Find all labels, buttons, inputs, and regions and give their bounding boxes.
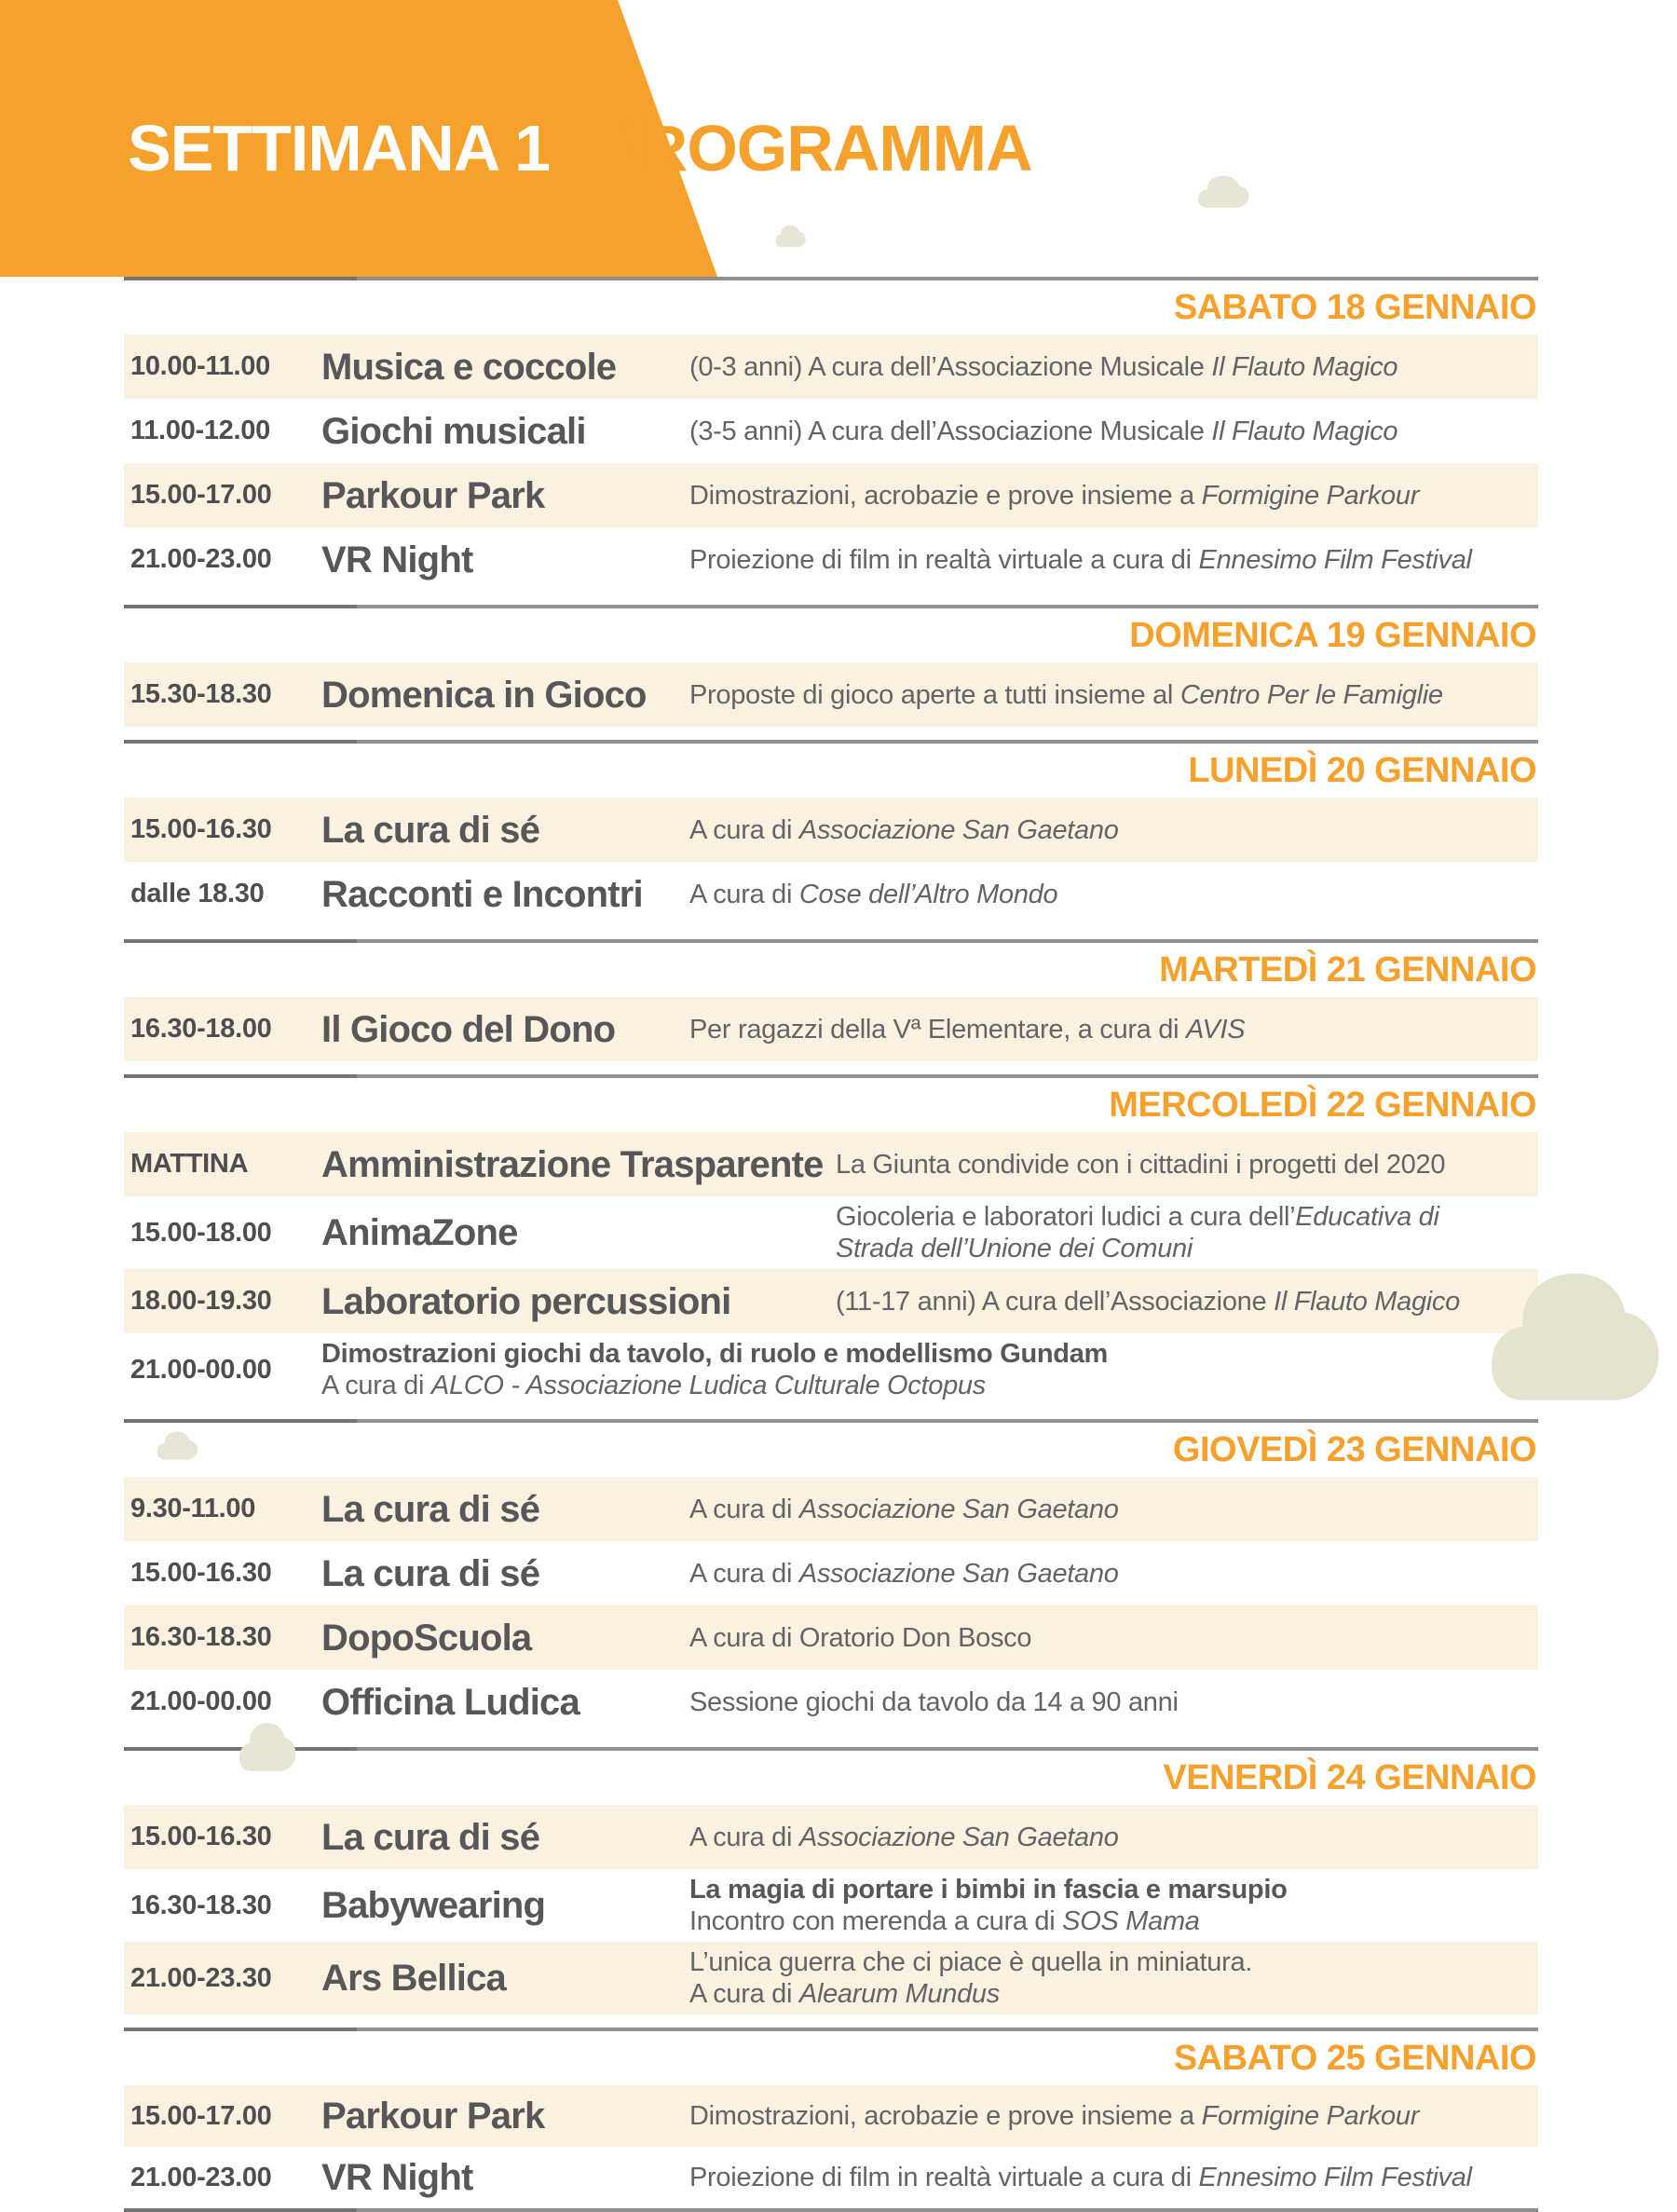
description-segment: Associazione San Gaetano <box>798 814 1119 845</box>
description-segment: Ennesimo Film Festival <box>1198 544 1472 575</box>
description-segment: Incontro con merenda a cura di <box>689 1906 1063 1936</box>
description-segment: (3-5 anni) A cura dell’Associazione Musicale <box>689 416 1212 446</box>
event-time: 15.00-18.00 <box>130 1217 272 1248</box>
event-title: AnimaZone <box>321 1212 518 1253</box>
event-description <box>836 1286 1538 1318</box>
day-section <box>124 1419 1538 1734</box>
event-description <box>689 1014 1538 1045</box>
event-description <box>836 1201 1538 1264</box>
event-description <box>689 480 1538 512</box>
day-section <box>124 740 1538 926</box>
event-title: Racconti e Incontri <box>321 873 643 915</box>
description-segment: Giocoleria e laboratori ludici a cura dell’ <box>836 1202 1296 1232</box>
event-description <box>689 814 1538 846</box>
day-header: LUNEDÌ 20 GENNAIO <box>1188 751 1536 790</box>
event-description <box>836 1149 1538 1181</box>
event-time: 16.30-18.00 <box>130 1014 272 1044</box>
description-segment: Ennesimo Film Festival <box>1198 2163 1472 2192</box>
event-time: 16.30-18.30 <box>130 1622 272 1652</box>
description-segment: SOS Mama <box>1062 1906 1200 1936</box>
event-title: VR Night <box>321 2157 473 2198</box>
day-section <box>124 1747 1538 2014</box>
event-time: 11.00-12.00 <box>130 416 270 445</box>
schedule-row <box>124 1869 1538 1942</box>
description-segment: Educativa di <box>1295 1202 1439 1232</box>
description-segment: A cura di <box>689 1979 799 2009</box>
event-title: La cura di sé <box>321 809 540 851</box>
cloud-icon <box>157 1429 199 1462</box>
event-time: 21.00-00.00 <box>130 1354 272 1385</box>
event-title: Amministrazione Trasparente <box>321 1143 824 1185</box>
event-time: 15.00-17.00 <box>130 480 272 510</box>
cloud-icon <box>1489 1263 1666 1411</box>
description-segment: La magia di portare i bimbi in fascia e marsupio <box>689 1875 1288 1905</box>
description-segment: Dimostrazioni, acrobazie e prove insieme a <box>689 480 1202 511</box>
event-time: MATTINA <box>130 1149 249 1179</box>
event-title: Laboratorio percussioni <box>321 1280 731 1322</box>
description-segment: Strada dell’Unione dei Comuni <box>836 1234 1193 1263</box>
day-section <box>124 2028 1538 2208</box>
event-title: Babywearing <box>321 1885 546 1926</box>
event-title: Officina Ludica <box>321 1681 579 1723</box>
description-segment: A cura di <box>689 1822 799 1852</box>
description-segment: Centro Per le Famiglie <box>1179 679 1443 710</box>
description-segment: Proposte di gioco aperte a tutti insieme al <box>689 679 1180 710</box>
schedule-table <box>124 277 1538 2212</box>
description-segment: (11-17 anni) A cura dell’Associazione <box>836 1286 1275 1317</box>
description-segment: A cura di <box>689 1558 799 1589</box>
event-description <box>689 2100 1538 2132</box>
description-segment: L’unica guerra che ci piace è quella in miniatura. <box>689 1947 1253 1977</box>
event-description <box>689 1946 1538 2010</box>
description-segment: (0-3 anni) A cura dell’Associazione Musicale <box>689 351 1212 382</box>
schedule-row <box>124 997 1538 1061</box>
event-description <box>689 351 1538 383</box>
event-description <box>321 1338 1538 1401</box>
event-title: La cura di sé <box>321 1552 540 1594</box>
schedule-row <box>124 1333 1538 1406</box>
schedule-row <box>124 2085 1538 2147</box>
event-description <box>689 1622 1538 1654</box>
cloud-icon <box>239 1719 298 1775</box>
event-title: Ars Bellica <box>321 1958 506 1999</box>
event-time: 21.00-23.00 <box>130 2162 272 2192</box>
day-section <box>124 1074 1538 1406</box>
description-segment: Dimostrazioni, acrobazie e prove insieme a <box>689 2101 1202 2131</box>
event-title: Parkour Park <box>321 474 545 516</box>
event-time: 15.00-16.30 <box>130 1822 272 1851</box>
description-segment: A cura di <box>689 1494 799 1524</box>
day-header: MERCOLEDÌ 22 GENNAIO <box>1109 1086 1536 1125</box>
event-time: 10.00-11.00 <box>130 351 270 381</box>
event-time: 9.30-11.00 <box>130 1494 256 1523</box>
description-segment: A cura di <box>321 1371 431 1400</box>
description-segment: Alearum Mundus <box>798 1979 1000 2009</box>
schedule-row <box>124 2147 1538 2208</box>
event-description <box>689 544 1538 576</box>
event-title: Giochi musicali <box>321 410 586 452</box>
schedule-row <box>124 662 1538 727</box>
schedule-row <box>124 1269 1538 1333</box>
page-title <box>128 114 1032 183</box>
event-description <box>689 1494 1538 1525</box>
schedule-row <box>124 862 1538 926</box>
day-header: GIOVEDÌ 23 GENNAIO <box>1172 1430 1536 1469</box>
event-time: 21.00-23.00 <box>130 544 272 574</box>
description-segment: Sessione giochi da tavolo da 14 a 90 anni <box>689 1686 1179 1717</box>
event-description <box>689 2162 1538 2193</box>
day-section <box>124 605 1538 727</box>
schedule-row <box>124 798 1538 862</box>
schedule-row <box>124 1541 1538 1605</box>
cloud-icon <box>1197 173 1251 211</box>
schedule-row <box>124 527 1538 592</box>
event-description <box>689 1874 1538 1937</box>
schedule-row <box>124 1670 1538 1734</box>
event-time: 21.00-00.00 <box>130 1686 272 1716</box>
description-segment: Proiezione di film in realtà virtuale a cura di <box>689 2163 1199 2192</box>
schedule-row <box>124 1132 1538 1196</box>
description-segment: A cura di Oratorio Don Bosco <box>689 1622 1032 1653</box>
description-segment: Cose dell’Altro Mondo <box>798 879 1058 909</box>
bottom-divider <box>124 2208 1538 2212</box>
schedule-row <box>124 463 1538 527</box>
description-segment: Associazione San Gaetano <box>798 1558 1119 1589</box>
description-segment: Proiezione di film in realtà virtuale a cura di <box>689 544 1199 575</box>
event-description <box>689 1558 1538 1590</box>
schedule-row <box>124 1805 1538 1869</box>
day-section <box>124 277 1538 592</box>
event-time: 18.00-19.30 <box>130 1286 272 1316</box>
cloud-icon <box>775 224 807 249</box>
schedule-row <box>124 335 1538 399</box>
description-segment: Associazione San Gaetano <box>798 1494 1119 1524</box>
event-title: Il Gioco del Dono <box>321 1008 616 1050</box>
schedule-row <box>124 1605 1538 1670</box>
description-segment: Il Flauto Magico <box>1211 351 1398 382</box>
event-title: DopoScuola <box>321 1617 532 1659</box>
description-segment: Formigine Parkour <box>1201 480 1420 511</box>
description-segment: Associazione San Gaetano <box>798 1822 1119 1852</box>
day-section <box>124 939 1538 1061</box>
event-time: 15.00-16.30 <box>130 814 272 844</box>
description-segment: Il Flauto Magico <box>1274 1286 1460 1317</box>
event-description <box>689 1686 1538 1718</box>
description-segment: Formigine Parkour <box>1201 2101 1420 2131</box>
page-title-week: SETTIMANA 1 <box>128 112 551 184</box>
schedule-row <box>124 399 1538 463</box>
page-title-program: PROGRAMMA <box>598 112 1032 184</box>
day-header: VENERDÌ 24 GENNAIO <box>1163 1758 1536 1797</box>
description-segment: Dimostrazioni giochi da tavolo, di ruolo e modellismo Gundam <box>321 1339 1109 1369</box>
day-header: SABATO 18 GENNAIO <box>1173 288 1536 327</box>
day-header: SABATO 25 GENNAIO <box>1173 2039 1536 2078</box>
event-description <box>689 416 1538 447</box>
description-segment: Per ragazzi della Vª Elementare, a cura di <box>689 1014 1186 1045</box>
description-segment: AVIS <box>1186 1014 1246 1045</box>
description-segment: A cura di <box>689 814 799 845</box>
event-title: La cura di sé <box>321 1488 540 1530</box>
event-description <box>689 679 1538 711</box>
day-header: DOMENICA 19 GENNAIO <box>1129 616 1536 655</box>
event-title: Parkour Park <box>321 2096 545 2137</box>
description-segment: A cura di <box>689 879 799 909</box>
event-time: 15.00-17.00 <box>130 2100 272 2131</box>
event-time: 21.00-23.30 <box>130 1962 272 1993</box>
day-header: MARTEDÌ 21 GENNAIO <box>1159 950 1536 990</box>
description-segment: Il Flauto Magico <box>1211 416 1398 446</box>
event-time: dalle 18.30 <box>130 879 265 908</box>
description-segment: ALCO - Associazione Ludica Culturale Octopus <box>430 1371 986 1400</box>
schedule-row <box>124 1942 1538 2014</box>
page-header <box>0 0 1677 277</box>
event-time: 16.30-18.30 <box>130 1890 272 1920</box>
event-description <box>689 879 1538 910</box>
event-time: 15.30-18.30 <box>130 679 272 709</box>
event-description <box>689 1822 1538 1853</box>
description-segment: La Giunta condivide con i cittadini i progetti del 2020 <box>836 1149 1446 1180</box>
event-title: Domenica in Gioco <box>321 674 647 716</box>
event-title: La cura di sé <box>321 1816 540 1858</box>
event-title: VR Night <box>321 539 473 580</box>
schedule-row <box>124 1196 1538 1269</box>
event-title: Musica e coccole <box>321 346 617 388</box>
schedule-row <box>124 1477 1538 1541</box>
event-time: 15.00-16.30 <box>130 1558 272 1588</box>
